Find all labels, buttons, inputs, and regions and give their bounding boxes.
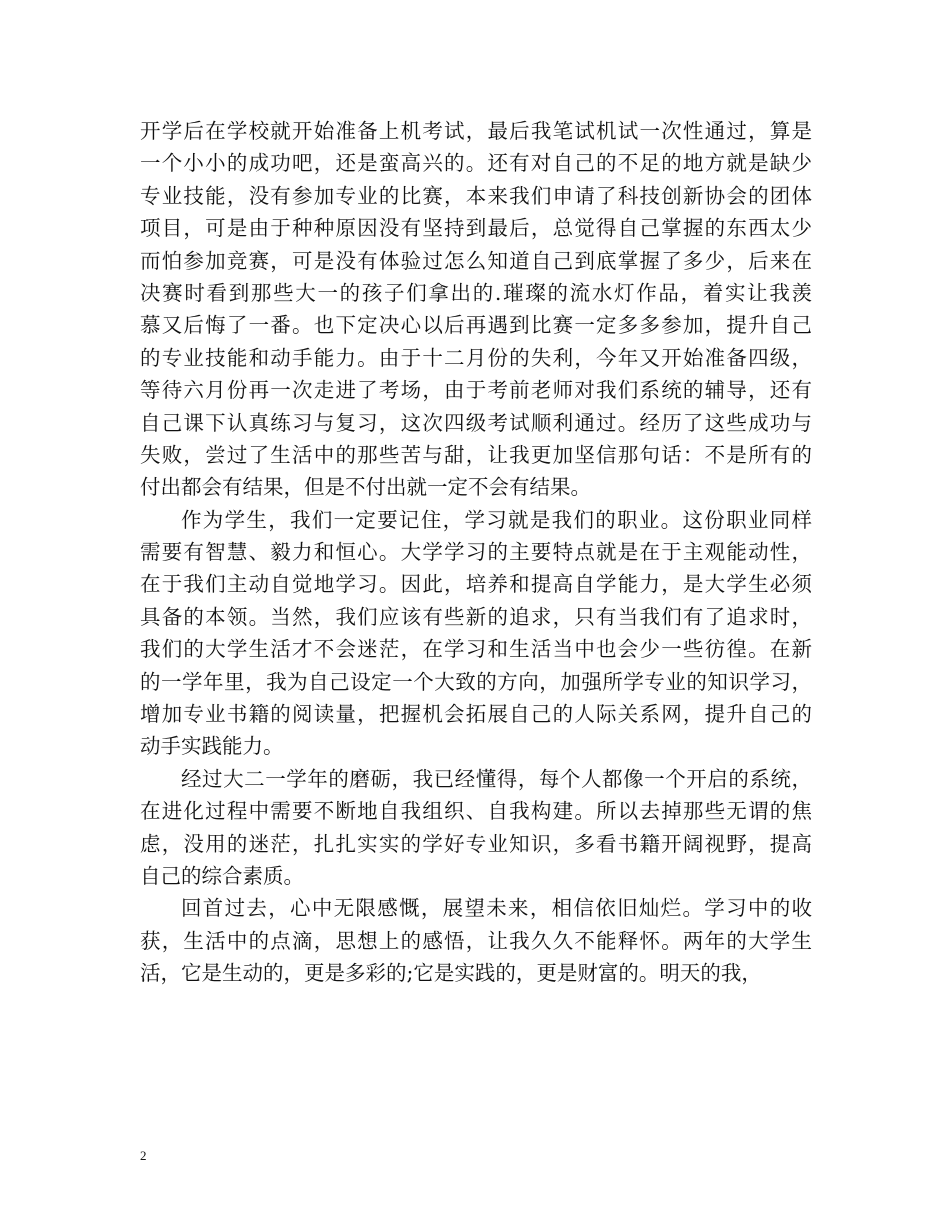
page-number: 2 xyxy=(140,1148,147,1163)
paragraph-line: 增加专业书籍的阅读量，把握机会拓展自己的人际关系网，提升自己的 xyxy=(140,702,812,727)
paragraph-line: 决赛时看到那些大一的孩子们拿出的.璀璨的流水灯作品，着实让我羡 xyxy=(140,280,812,305)
paragraph-line: 获，生活中的点滴，思想上的感悟，让我久久不能释怀。两年的大学生 xyxy=(140,928,812,953)
paragraph-line: 活，它是生动的，更是多彩的;它是实践的，更是财富的。明天的我， xyxy=(140,961,762,986)
paragraph xyxy=(140,892,812,989)
paragraph-line: 等待六月份再一次走进了考场，由于考前老师对我们系统的辅导，还有 xyxy=(140,378,812,403)
paragraph-line: 一个小小的成功吧，还是蛮高兴的。还有对自己的不足的地方就是缺少 xyxy=(140,151,812,176)
paragraph-line: 作为学生，我们一定要记住，学习就是我们的职业。这份职业同样 xyxy=(181,507,812,532)
paragraph xyxy=(140,115,812,504)
paragraph-line: 我们的大学生活才不会迷茫，在学习和生活当中也会少一些彷徨。在新 xyxy=(140,637,812,662)
paragraph-line: 自己的综合素质。 xyxy=(140,863,304,888)
paragraph-line: 在进化过程中需要不断地自我组织、自我构建。所以去掉那些无谓的焦 xyxy=(140,799,812,824)
paragraph-line: 在于我们主动自觉地学习。因此，培养和提高自学能力，是大学生必须 xyxy=(140,572,812,597)
paragraph-line: 具备的本领。当然，我们应该有些新的追求，只有当我们有了追求时， xyxy=(140,604,812,629)
paragraph-line: 而怕参加竞赛，可是没有体验过怎么知道自己到底掌握了多少，后来在 xyxy=(140,248,812,273)
paragraph-line: 自己课下认真练习与复习，这次四级考试顺利通过。经历了这些成功与 xyxy=(140,410,812,435)
paragraph-line: 虑，没用的迷茫，扎扎实实的学好专业知识，多看书籍开阔视野，提高 xyxy=(140,831,812,856)
paragraph-line: 开学后在学校就开始准备上机考试，最后我笔试机试一次性通过，算是 xyxy=(140,119,812,143)
paragraph-line: 失败，尝过了生活中的那些苦与甜，让我更加坚信那句话：不是所有的 xyxy=(140,442,812,467)
paragraph-line: 慕又后悔了一番。也下定决心以后再遇到比赛一定多多参加，提升自己 xyxy=(140,313,812,338)
paragraph-line: 动手实践能力。 xyxy=(140,734,284,759)
paragraph-line: 的专业技能和动手能力。由于十二月份的失利，今年又开始准备四级， xyxy=(140,345,812,370)
paragraph xyxy=(140,504,812,763)
paragraph-line: 经过大二一学年的磨砺，我已经懂得，每个人都像一个开启的系统， xyxy=(181,766,812,791)
paragraph-line: 项目，可是由于种种原因没有坚持到最后，总觉得自己掌握的东西太少 xyxy=(140,216,812,241)
paragraph-line: 回首过去，心中无限感慨，展望未来，相信依旧灿烂。学习中的收 xyxy=(181,896,812,921)
document-body xyxy=(140,115,812,990)
paragraph-line: 需要有智慧、毅力和恒心。大学学习的主要特点就是在于主观能动性， xyxy=(140,540,812,565)
paragraph-line: 付出都会有结果，但是不付出就一定不会有结果。 xyxy=(140,475,591,500)
paragraph xyxy=(140,763,812,893)
paragraph-line: 的一学年里，我为自己设定一个大致的方向，加强所学专业的知识学习， xyxy=(140,669,812,694)
paragraph-line: 专业技能，没有参加专业的比赛，本来我们申请了科技创新协会的团体 xyxy=(140,183,812,208)
